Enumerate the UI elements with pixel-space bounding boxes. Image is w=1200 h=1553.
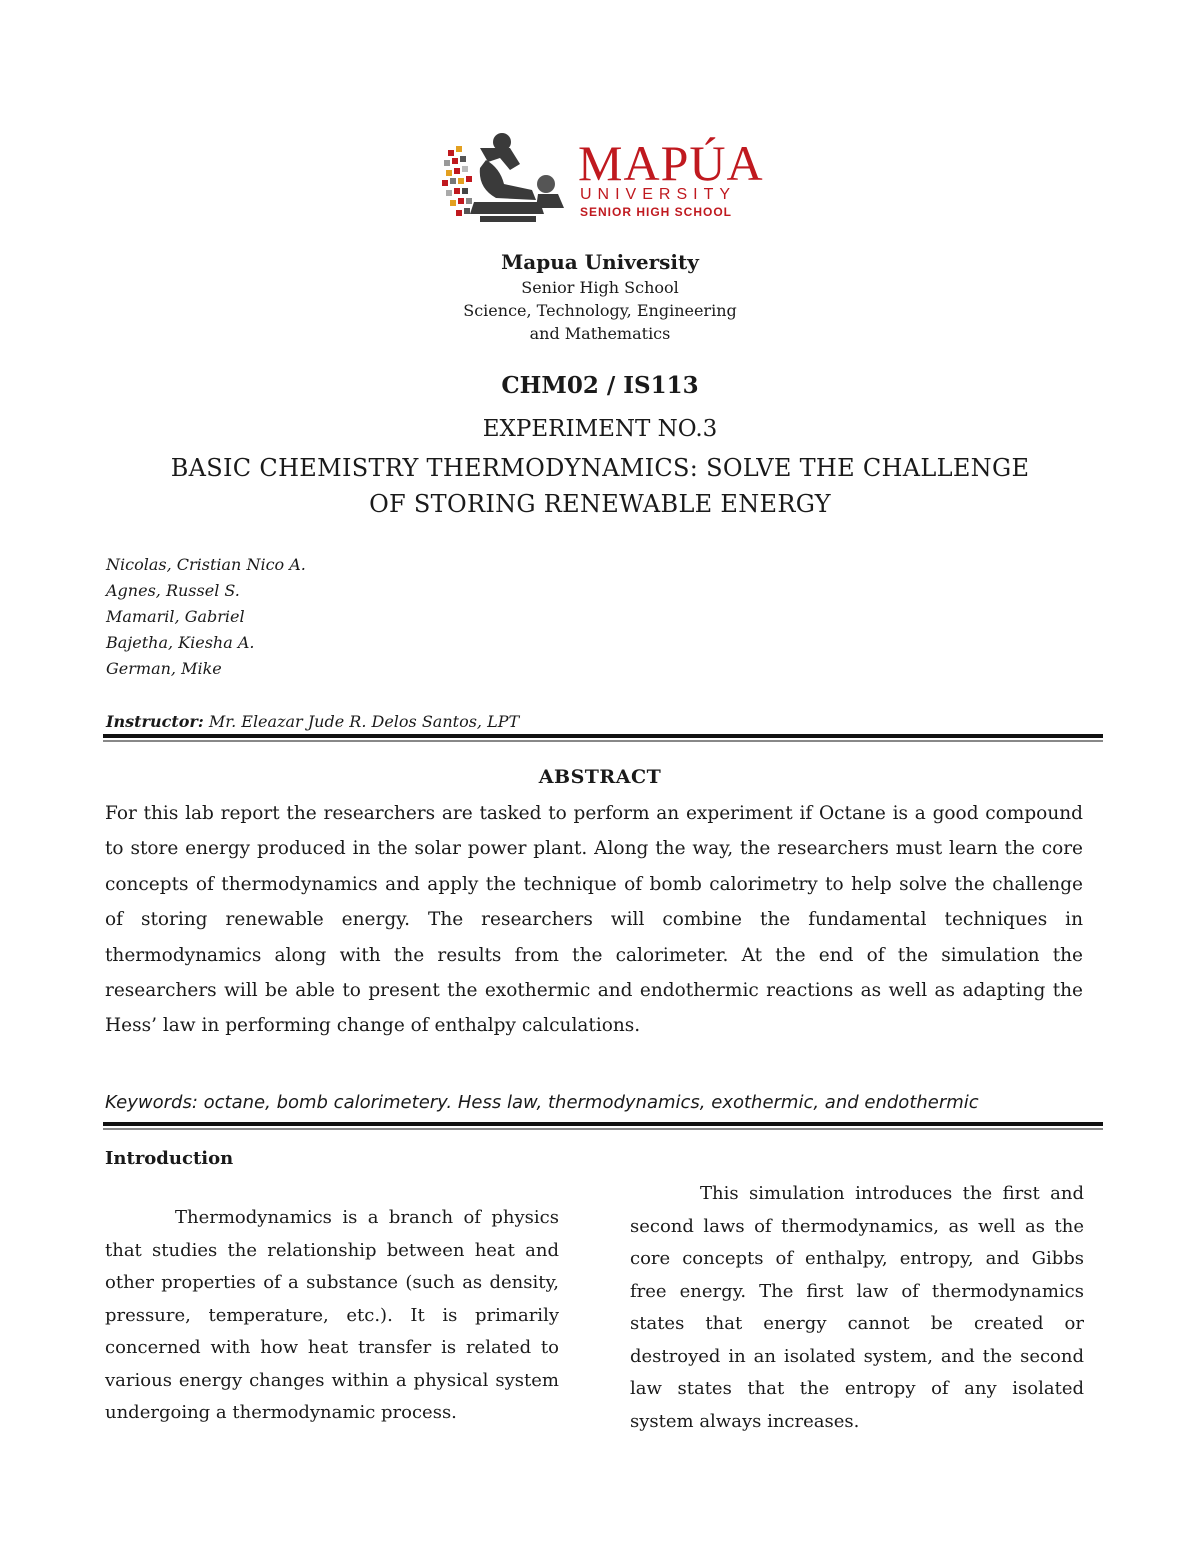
title-line-1: BASIC CHEMISTRY THERMODYNAMICS: SOLVE THE CHALLENGE — [170, 454, 1030, 482]
introduction-paragraph-1: Thermodynamics is a branch of physics that studies the relationship between heat and other properties of a substance (such as density, pressure, temperature, etc.). It is primarily concerned with how heat transfer is related to various energy changes within a physical system undergoing a thermodynamic process. — [105, 1207, 559, 1423]
logo-figure — [470, 133, 564, 222]
divider-shadow — [103, 740, 1103, 742]
divider — [103, 1122, 1103, 1126]
author-name: Nicolas, Cristian Nico A. — [106, 555, 306, 574]
strand-line-1: Science, Technology, Engineering — [463, 301, 737, 320]
instructor-line — [106, 712, 519, 731]
university-logo — [440, 128, 764, 228]
keywords-label: Keywords: — [105, 1092, 198, 1113]
title-line-2: OF STORING RENEWABLE ENERGY — [369, 490, 831, 518]
logo-wordmark: MAPÚA — [578, 135, 764, 191]
instructor-name: Mr. Eleazar Jude R. Delos Santos, LPT — [208, 712, 520, 731]
logo-university-text: UNIVERSITY — [580, 186, 737, 203]
introduction-heading: Introduction — [105, 1148, 234, 1169]
logo-mosaic — [442, 146, 472, 216]
paper-title — [0, 450, 1200, 522]
divider-shadow — [103, 1128, 1103, 1130]
department-name: Senior High School — [521, 278, 679, 297]
author-name: German, Mike — [106, 659, 222, 678]
author-name: Mamaril, Gabriel — [106, 607, 245, 626]
institution-name: Mapua University — [501, 250, 699, 274]
author-name: Bajetha, Kiesha A. — [106, 633, 255, 652]
divider — [103, 734, 1103, 738]
logo-school-text: SENIOR HIGH SCHOOL — [580, 205, 733, 219]
strand-line-2: and Mathematics — [529, 324, 671, 343]
introduction-paragraph-2: This simulation introduces the first and second laws of thermodynamics, as well as the core concepts of enthalpy, entropy, and Gibbs free energy. The first law of thermodynamics states that energy cannot be created or destroyed in an isolated system, and the second law states that the entropy of any isolated system always increases. — [630, 1183, 1084, 1432]
instructor-label: Instructor: — [106, 712, 204, 731]
abstract-heading: ABSTRACT — [538, 766, 662, 788]
author-list — [106, 552, 306, 682]
experiment-number: EXPERIMENT NO.3 — [482, 416, 718, 442]
course-code: CHM02 / IS113 — [501, 372, 699, 399]
keywords-line — [105, 1092, 979, 1113]
author-name: Agnes, Russel S. — [106, 581, 240, 600]
logo-emblem-icon — [440, 128, 575, 228]
abstract-text: For this lab report the researchers are tasked to perform an experiment if Octane is a good compound to store energy produced in the solar power plant. Along the way, the researchers must learn the core concepts of thermodynamics and apply the technique of bomb calorimetry to help solve the challenge of storing renewable energy. The researchers will combine the fundamental techniques in thermodynamics along with the results from the calorimeter. At the end of the simulation the researchers will be able to present the exothermic and endothermic reactions as well as adapting the Hess’ law in performing change of enthalpy calculations. — [105, 803, 1083, 1037]
keywords-text: octane, bomb calorimetery. Hess law, thermodynamics, exothermic, and endothermic — [203, 1092, 979, 1113]
